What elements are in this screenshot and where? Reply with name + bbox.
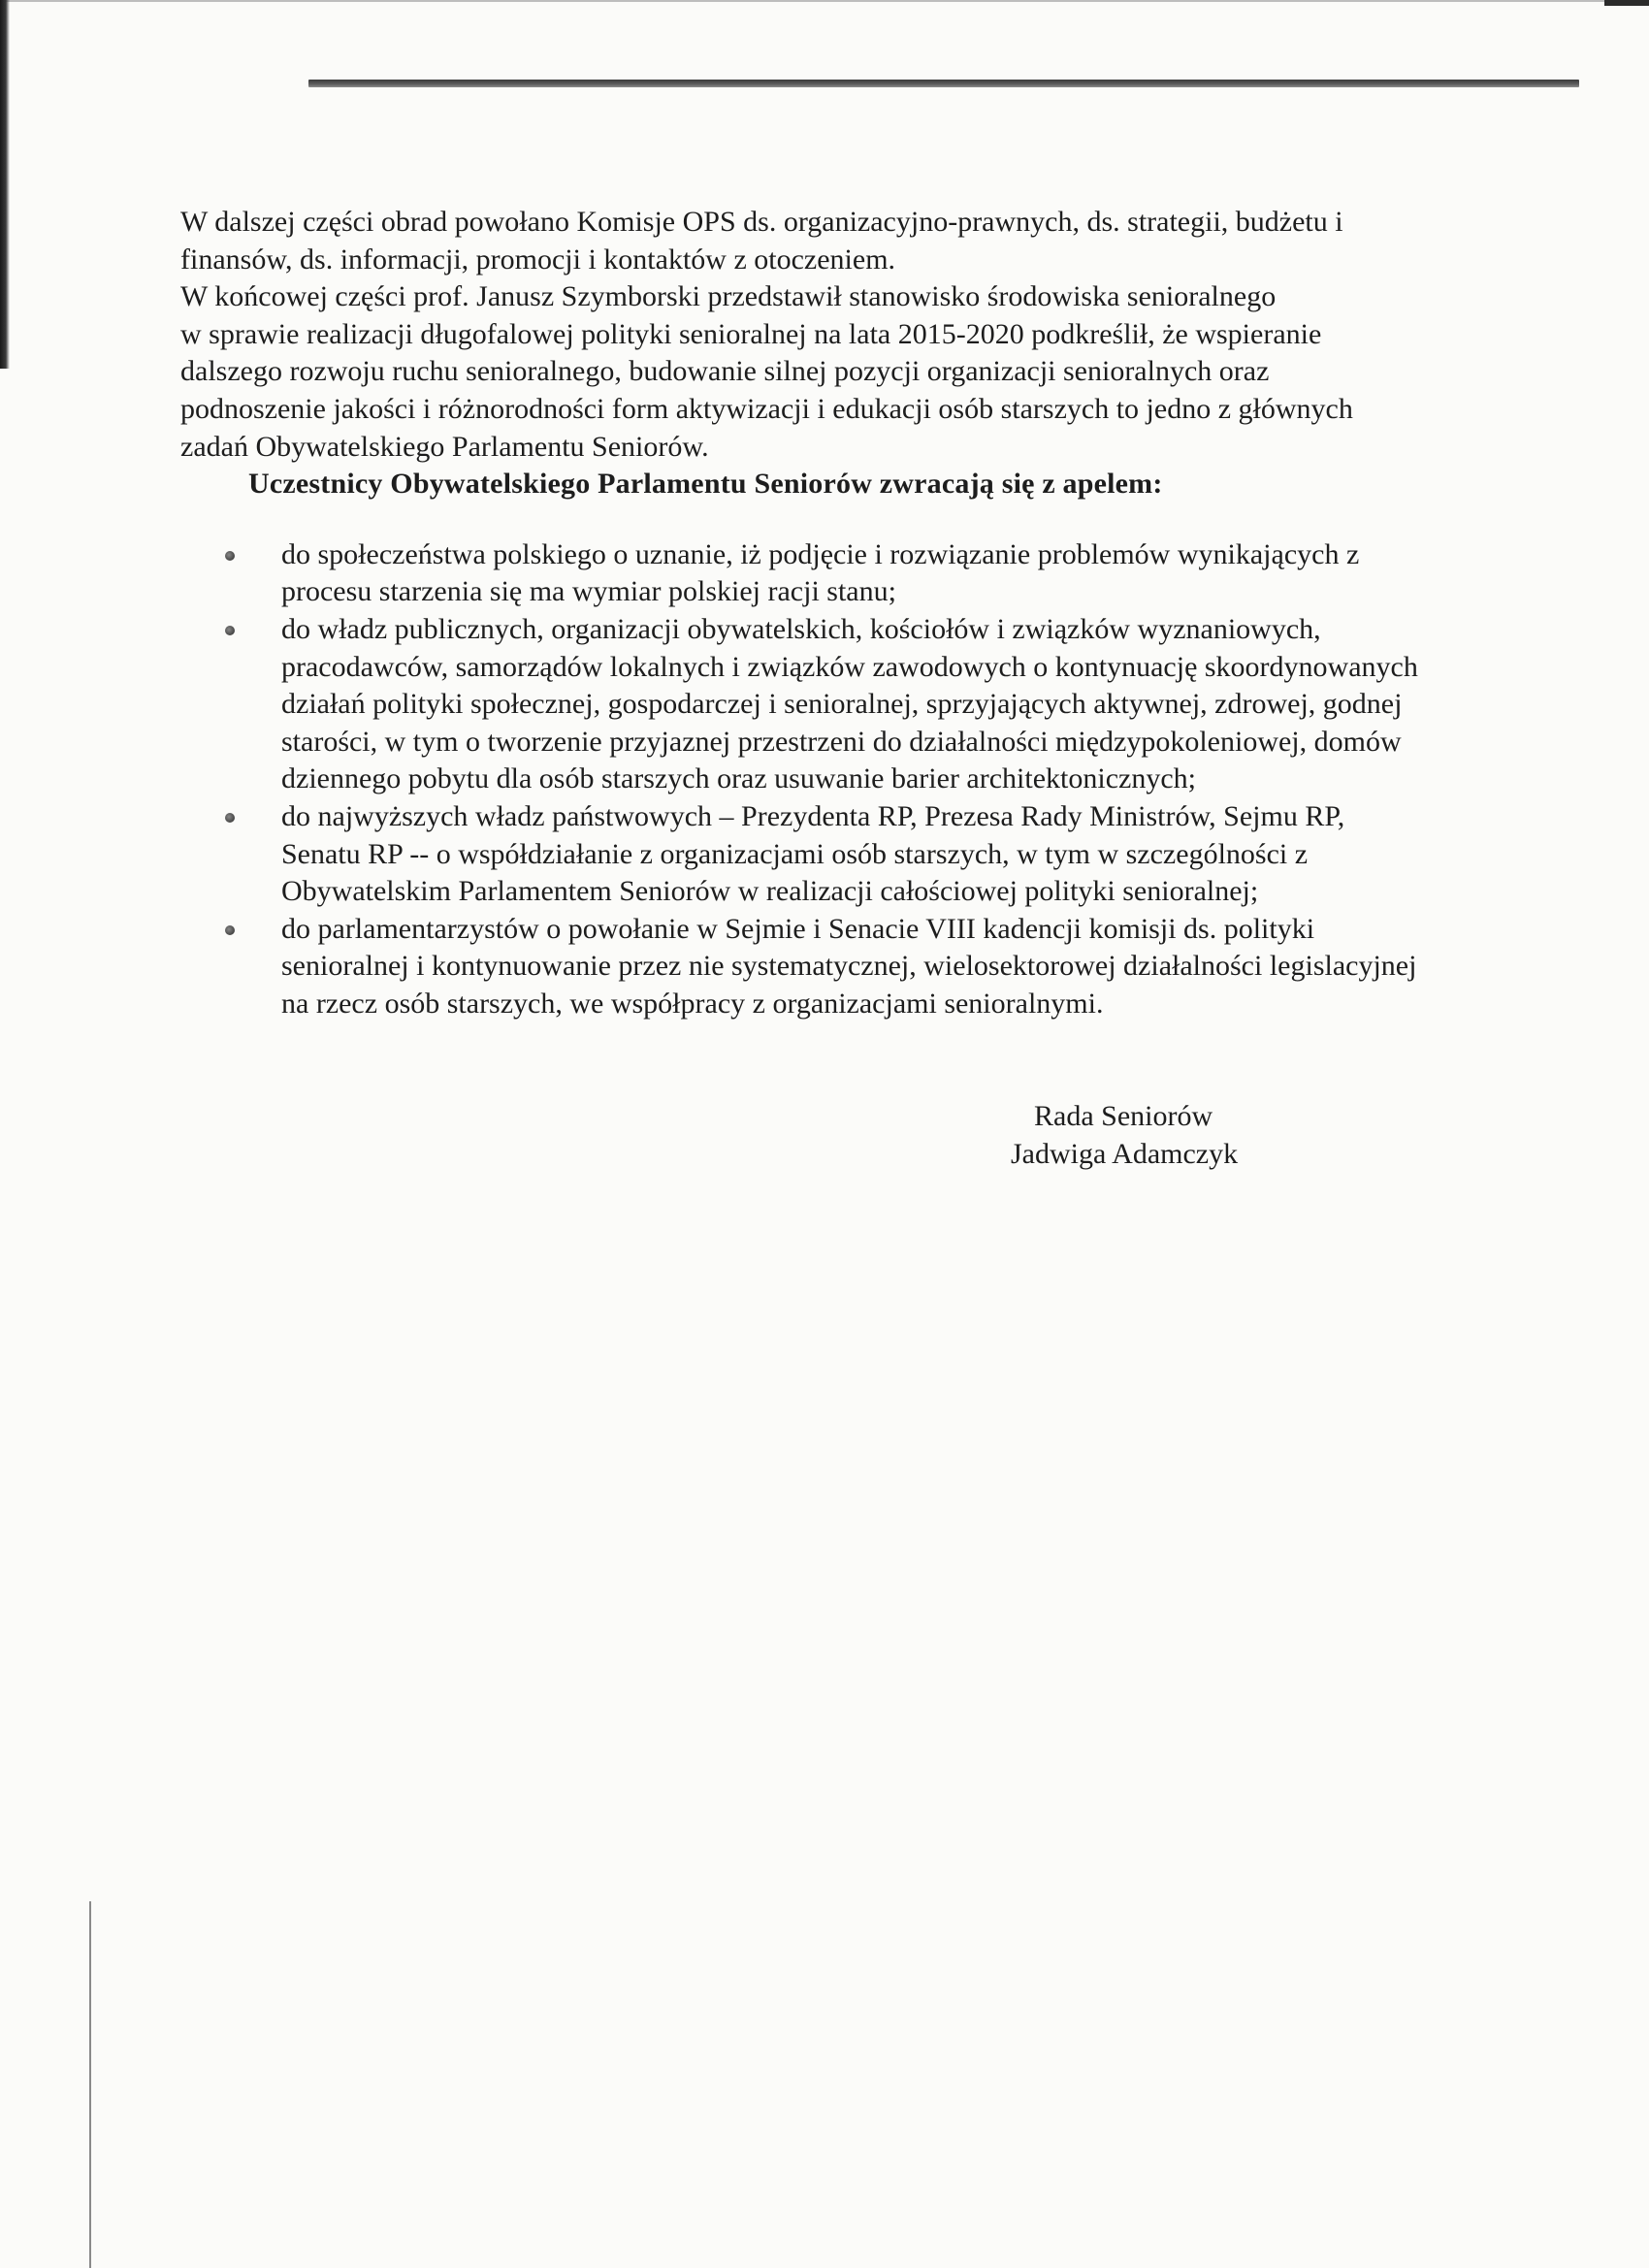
text-line: Senatu RP -- o współdziałanie z organizacjami osób starszych, w tym w szczególności z: [281, 837, 1309, 870]
appeal-item: [180, 536, 1577, 611]
text-line: do władz publicznych, organizacji obywatelskich, kościołów i związków wyznaniowych,: [281, 612, 1321, 645]
text-line: zadań Obywatelskiego Parlamentu Seniorów.: [180, 430, 709, 463]
text-line: senioralnej i kontynuowanie przez nie systematycznej, wielosektorowej działalności legislacyjnej: [281, 950, 1417, 983]
text-line: do społeczeństwa polskiego o uznanie, iż podjęcie i rozwiązanie problemów wynikających z: [281, 537, 1360, 570]
appeal-item: [180, 611, 1577, 798]
appeal-list: [180, 536, 1577, 1023]
text-line: na rzecz osób starszych, we współpracy z organizacjami senioralnymi.: [281, 987, 1104, 1020]
signature-name: Jadwiga Adamczyk: [1011, 1137, 1239, 1170]
scan-left-edge-shadow: [0, 0, 10, 369]
text-line: działań polityki społecznej, gospodarczej i senioralnej, sprzyjających aktywnej, zdrowej, godnej: [281, 688, 1403, 721]
signature-block: [1011, 1098, 1238, 1173]
text-line: dalszego rozwoju ruchu senioralnego, budowanie silnej pozycji organizacji senioralnych oraz: [180, 355, 1270, 388]
bullet-icon: [225, 925, 235, 935]
text-line: procesu starzenia się ma wymiar polskiej racji stanu;: [281, 575, 896, 608]
appeal-heading: Uczestnicy Obywatelskiego Parlamentu Seniorów zwracają się z apelem:: [248, 468, 1163, 501]
document-body: [180, 204, 1577, 1022]
scan-left-edge-line: [89, 1901, 91, 2268]
scan-top-edge: [0, 0, 1649, 2]
bullet-icon: [225, 551, 235, 561]
text-line: W końcowej części prof. Janusz Szymborski przedstawił stanowisko środowiska senioralnego: [180, 280, 1277, 313]
appeal-item: [180, 798, 1577, 911]
header-rule: [308, 80, 1579, 87]
text-line: Obywatelskim Parlamentem Seniorów w realizacji całościowej polityki senioralnej;: [281, 875, 1259, 908]
appeal-item: [180, 911, 1577, 1023]
text-line: pracodawców, samorządów lokalnych i związków zawodowych o kontynuację skoordynowanych: [281, 650, 1418, 683]
scan-corner-mark: [1604, 0, 1649, 6]
text-line: finansów, ds. informacji, promocji i kontaktów z otoczeniem.: [180, 243, 896, 275]
text-line: starości, w tym o tworzenie przyjaznej przestrzeni do działalności międzypokoleniowej, domów: [281, 725, 1402, 758]
intro-paragraph: [180, 204, 1577, 466]
bullet-icon: [225, 626, 235, 635]
text-line: W dalszej części obrad powołano Komisje OPS ds. organizacyjno-prawnych, ds. strategii, budżetu i: [180, 206, 1343, 238]
bullet-icon: [225, 813, 235, 823]
text-line: do parlamentarzystów o powołanie w Sejmie i Senacie VIII kadencji komisji ds. polityki: [281, 912, 1315, 945]
text-line: do najwyższych władz państwowych – Prezydenta RP, Prezesa Rady Ministrów, Sejmu RP,: [281, 799, 1345, 832]
text-line: dziennego pobytu dla osób starszych oraz usuwanie barier architektonicznych;: [281, 762, 1196, 795]
text-line: w sprawie realizacji długofalowej polityki senioralnej na lata 2015-2020 podkreślił, że wspieranie: [180, 317, 1322, 350]
signature-organization: Rada Seniorów: [1034, 1100, 1213, 1132]
text-line: podnoszenie jakości i różnorodności form aktywizacji i edukacji osób starszych to jedno z głównych: [180, 392, 1353, 425]
